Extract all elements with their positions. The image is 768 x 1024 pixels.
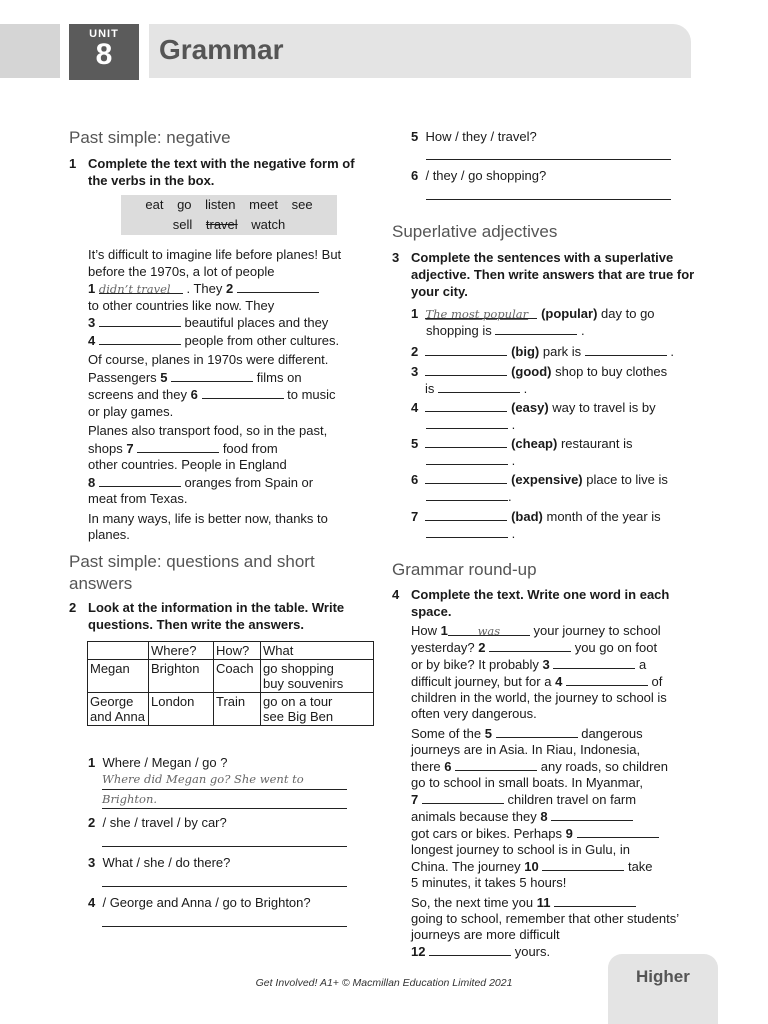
question-2: 2 / she / travel / by car? (88, 815, 227, 830)
table-row (88, 660, 374, 693)
answer-line-2[interactable] (102, 846, 347, 847)
exercise-1-number: 1 (69, 156, 77, 171)
exercise-2-instruction: Look at the information in the table. Write questions. Then write the answers. (88, 600, 345, 632)
paragraph-3: Planes also transport food, so in the past, shops 7 food from other countries. People in England 8 oranges from Spain or meat from Texas. (88, 423, 328, 506)
table-cell: London (149, 693, 214, 726)
header-left-tab (0, 24, 60, 78)
sentence-7: 7 (bad) month of the year is . (411, 509, 661, 541)
answer-blank[interactable] (425, 508, 507, 521)
word-box (121, 195, 337, 235)
answer-blank-r10[interactable] (542, 858, 624, 871)
table-header-cell (88, 642, 149, 660)
table-cell: Train (214, 693, 261, 726)
answer-blank-r1[interactable]: was (448, 623, 530, 636)
table-cell: Megan (88, 660, 149, 693)
question-5: 5 How / they / travel? (411, 129, 537, 144)
table-cell: go shopping buy souvenirs (261, 660, 374, 693)
answer-blank[interactable] (426, 525, 508, 538)
table-row (88, 693, 374, 726)
sentence-1: 1 The most popular (popular) day to go shopping is . (411, 306, 655, 338)
section-title-past-simple-negative: Past simple: negative (69, 128, 231, 147)
answer-blank-7[interactable] (137, 440, 219, 453)
exercise-1-text (88, 247, 363, 544)
answer-blank-r3[interactable] (553, 656, 635, 669)
paragraph-1: It’s difficult to imagine life before planes! But before the 1970s, a lot of people 1 didn’t travel . They 2 to other countries like now. They 3 beautiful places and they 4 people from other cultures. (88, 247, 342, 348)
answer-blank[interactable] (426, 416, 508, 429)
roundup-paragraph-3: So, the next time you 11 going to school, remember that other students’ journeys are more difficult 12 yours. (411, 895, 679, 959)
table-header-row (88, 642, 374, 660)
unit-badge (69, 24, 139, 80)
word: see (291, 197, 313, 212)
answer-blank[interactable] (425, 435, 507, 448)
answer-line-6[interactable] (426, 199, 671, 200)
sentence-5: 5 (cheap) restaurant is . (411, 436, 633, 468)
page-title: Grammar (159, 34, 284, 65)
answer-blank-r6[interactable] (455, 758, 537, 771)
answer-blank-8[interactable] (99, 474, 181, 487)
word-crossed-out: travel (205, 217, 238, 232)
answer-blank[interactable] (438, 380, 520, 393)
question-4: 4 / George and Anna / go to Brighton? (88, 895, 311, 910)
level-tab (608, 954, 718, 1024)
answer-blank-r8[interactable] (551, 808, 633, 821)
answer-blank-6[interactable] (202, 386, 284, 399)
word-box-row-2 (121, 215, 337, 235)
section-title-round-up: Grammar round-up (392, 560, 537, 579)
answer-blank[interactable] (585, 343, 667, 356)
answer-blank[interactable] (495, 322, 577, 335)
answer-blank-r12[interactable] (429, 943, 511, 956)
answer-line-3[interactable] (102, 886, 347, 887)
unit-label: UNIT (89, 28, 119, 40)
answer-blank-2[interactable] (237, 280, 319, 293)
table-cell: George and Anna (88, 693, 149, 726)
table-cell: Brighton (149, 660, 214, 693)
table-cell: go on a tour see Big Ben (261, 693, 374, 726)
answer-blank[interactable] (425, 363, 507, 376)
answer-blank-5[interactable] (171, 369, 253, 382)
question-6: 6 / they / go shopping? (411, 168, 547, 183)
table-header-cell: What (261, 642, 374, 660)
question-3: 3 What / she / do there? (88, 855, 231, 870)
answer-blank[interactable] (426, 452, 508, 465)
word-box-row-1 (121, 195, 337, 215)
section-title-questions: Past simple: questions and short answers (69, 552, 315, 593)
level-label: Higher (636, 967, 690, 986)
exercise-3-number: 3 (392, 250, 400, 265)
sentence-2: 2 (big) park is . (411, 344, 675, 359)
question-1: 1 Where / Megan / go ? (88, 755, 228, 770)
unit-number: 8 (95, 38, 113, 71)
answer-line-1b[interactable]: Brighton. (102, 792, 347, 809)
roundup-paragraph-2: Some of the 5 dangerous journeys are in Asia. In Riau, Indonesia, there 6 any roads, so children go to school in small boats. In Myanmar, 7 children travel on farm animals because they 8 got cars or bikes. Perhaps 9 longest journey to school is in Gulu, in China. The journey 10 take 5 minutes, it takes 5 hours! (411, 726, 668, 890)
paragraph-4: In many ways, life is better now, thanks to planes. (88, 510, 328, 542)
answer-blank[interactable] (425, 399, 507, 412)
answer-line-1a[interactable]: Where did Megan go? She went to (102, 772, 347, 790)
paragraph-2: Of course, planes in 1970s were different. Passengers 5 films on screens and they 6 to music or play games. (88, 352, 336, 419)
title-bar (149, 24, 691, 78)
answer-line-4[interactable] (102, 926, 347, 927)
word: listen (205, 197, 236, 212)
answer-line-5[interactable] (426, 159, 671, 160)
answer-blank-r9[interactable] (577, 825, 659, 838)
table-header-cell: How? (214, 642, 261, 660)
section-title-superlative: Superlative adjectives (392, 222, 558, 241)
info-table (87, 641, 374, 726)
answer-blank-3[interactable] (99, 314, 181, 327)
answer-blank-r4[interactable] (566, 673, 648, 686)
answer-blank-r5[interactable] (496, 725, 578, 738)
sentence-3: 3 (good) shop to buy clothes is . (411, 364, 668, 396)
exercise-4-number: 4 (392, 587, 400, 602)
word: go (177, 197, 192, 212)
exercise-3-instruction: Complete the sentences with a superlative adjective. Then write answers that are true for your city. (411, 250, 695, 299)
answer-blank-r7[interactable] (422, 791, 504, 804)
exercise-1-instruction: Complete the text with the negative form of the verbs in the box. (88, 156, 355, 188)
exercise-2-number: 2 (69, 600, 77, 615)
table-cell: Coach (214, 660, 261, 693)
answer-blank[interactable]: The most popular (425, 306, 537, 319)
answer-blank-4[interactable] (99, 332, 181, 345)
answer-blank[interactable] (425, 471, 507, 484)
roundup-paragraph-1: How 1 was your journey to school yesterday? 2 you go on foot or by bike? It probably 3 a difficult journey, but for a 4 of children in the world, the journey to school is often very dangerous. (411, 623, 667, 721)
answer-blank-r11[interactable] (554, 894, 636, 907)
sentence-4: 4 (easy) way to travel is by . (411, 400, 656, 432)
exercise-4-instruction: Complete the text. Write one word in each space. (411, 587, 670, 619)
answer-blank-1[interactable]: didn’t travel (99, 281, 183, 294)
sentence-6: 6 (expensive) place to live is . (411, 472, 668, 504)
answer-blank[interactable] (425, 343, 507, 356)
word: eat (145, 197, 164, 212)
answer-blank[interactable] (426, 488, 508, 501)
answer-blank-r2[interactable] (489, 639, 571, 652)
word: meet (249, 197, 279, 212)
word: sell (172, 217, 193, 232)
word: watch (251, 217, 286, 232)
footer-credit: Get Involved! A1+ © Macmillan Education Limited 2021 (255, 977, 513, 989)
table-header-cell: Where? (149, 642, 214, 660)
exercise-4-text (411, 623, 696, 960)
